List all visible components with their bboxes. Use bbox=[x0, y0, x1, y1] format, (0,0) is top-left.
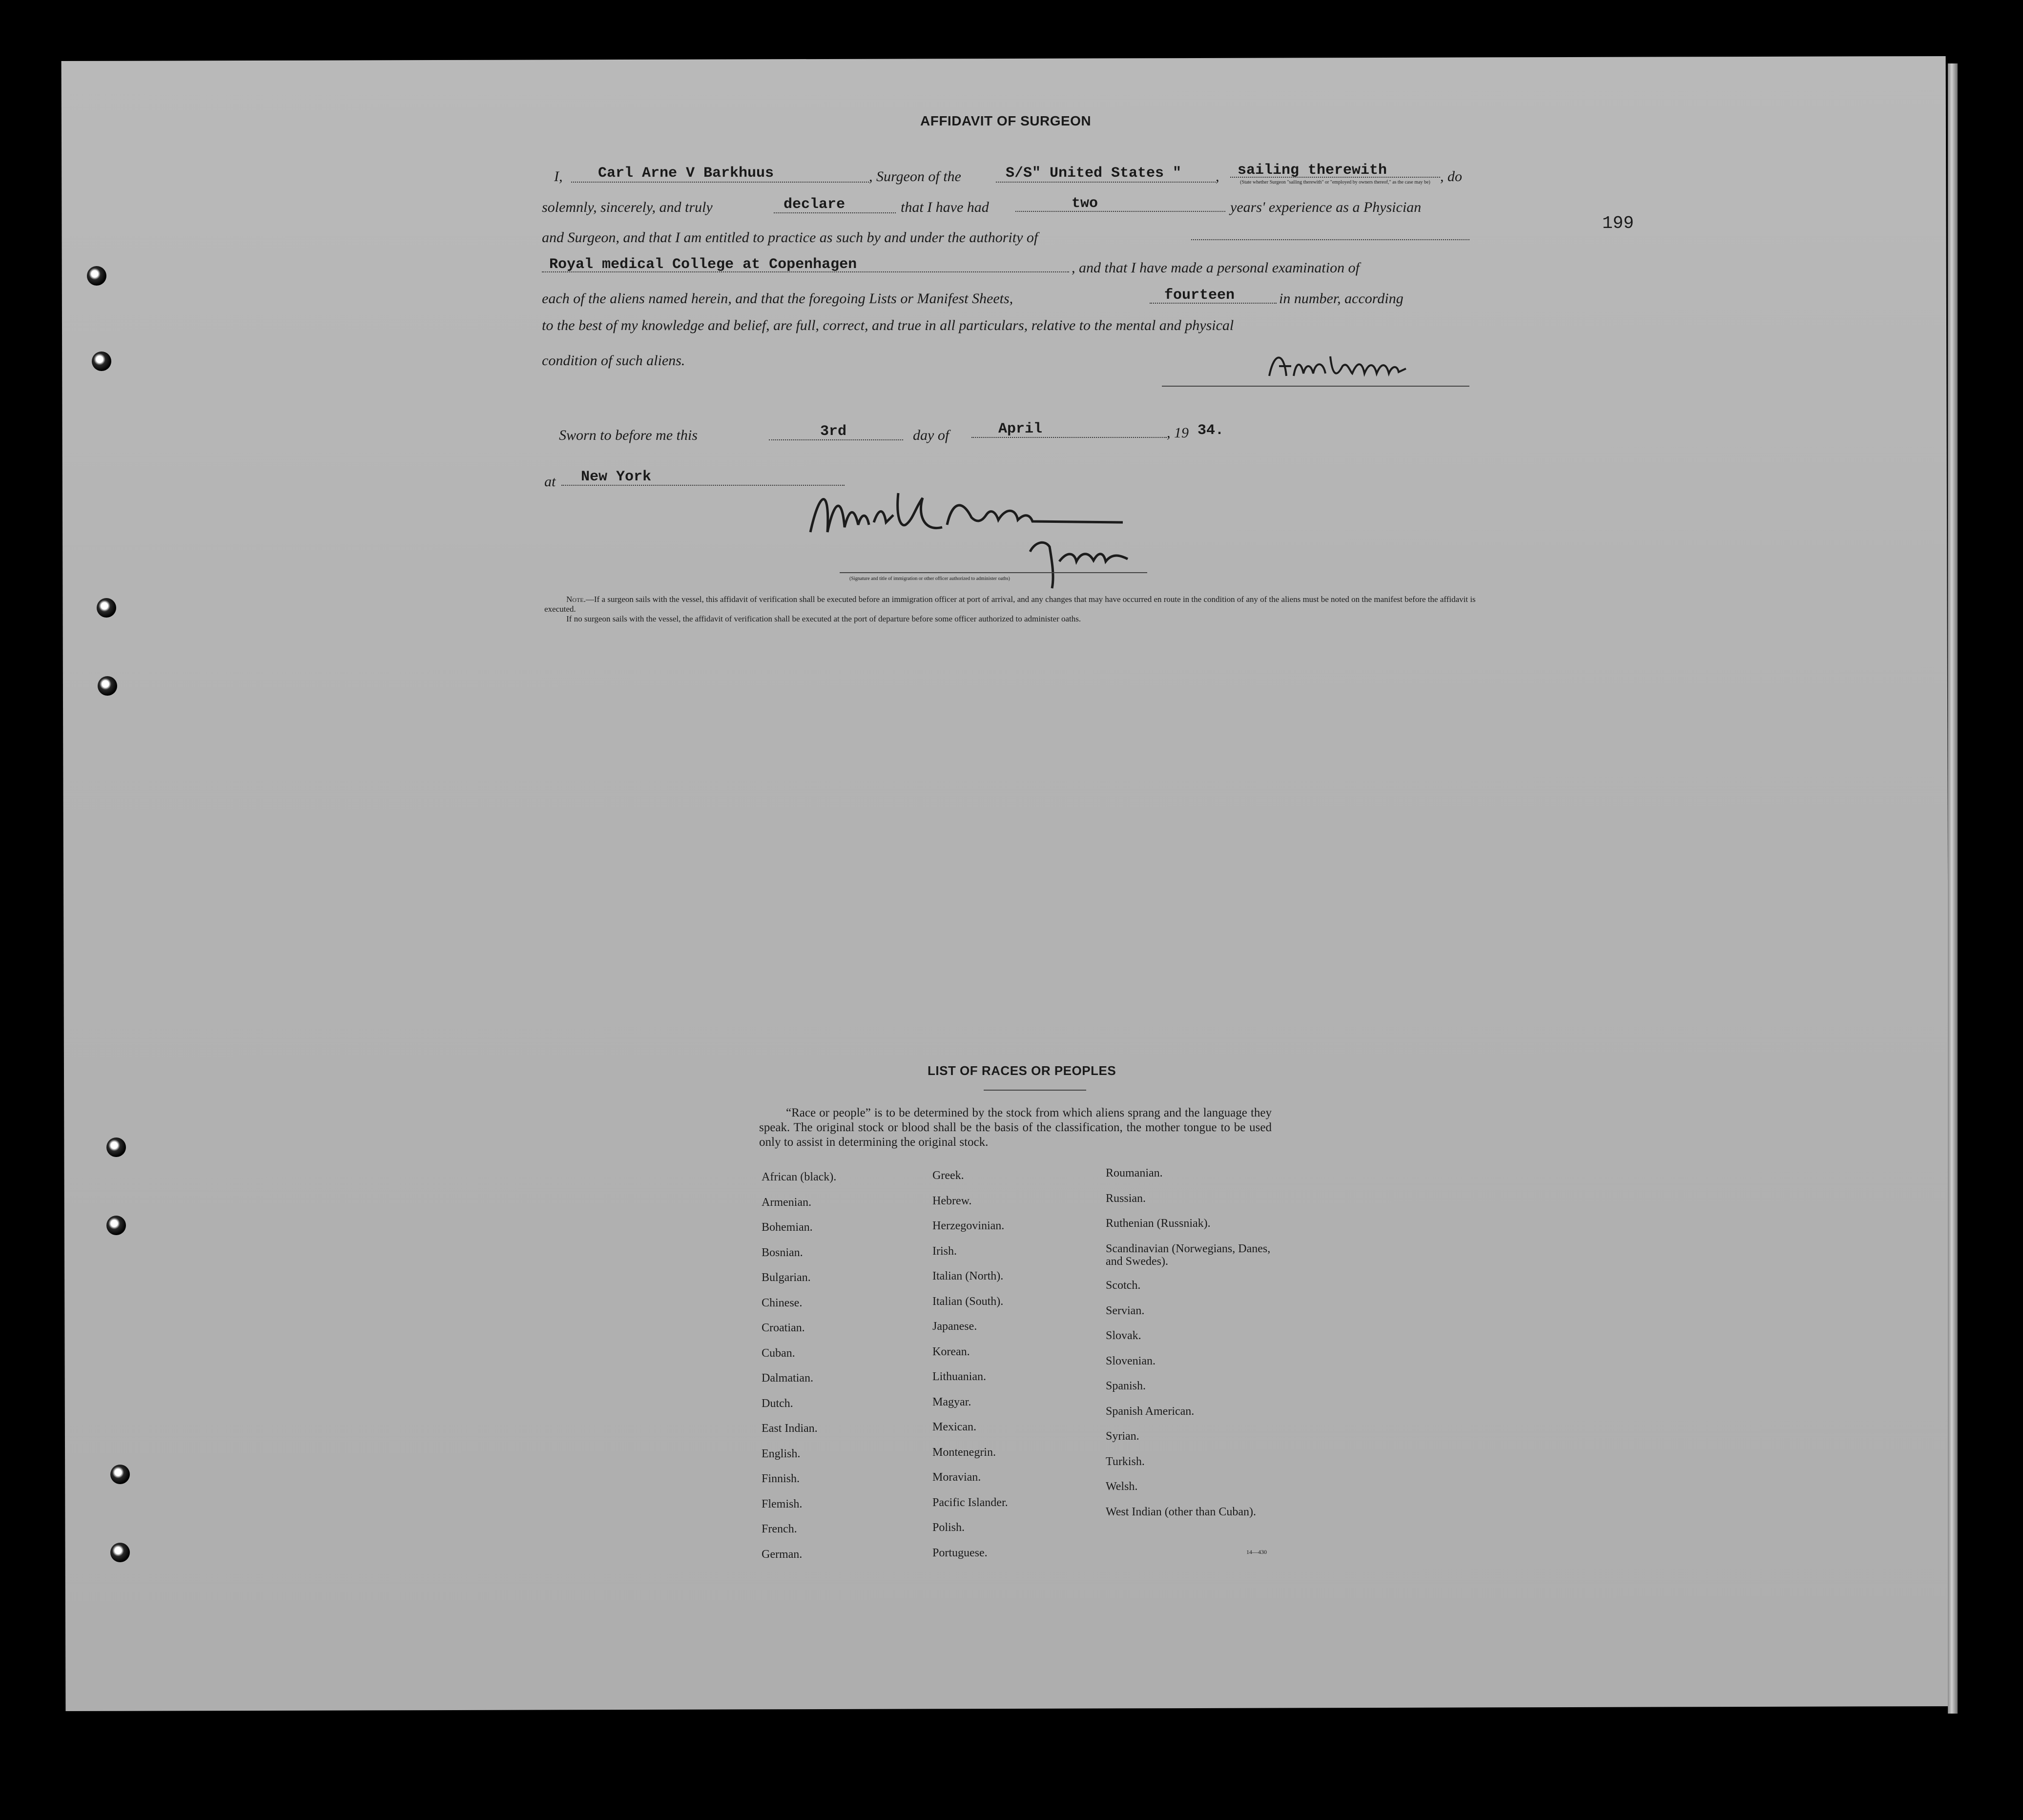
race-item: Hebrew. bbox=[932, 1194, 972, 1207]
race-item: Spanish American. bbox=[1106, 1405, 1195, 1418]
sheets-count-line bbox=[1150, 303, 1277, 304]
race-item: French. bbox=[762, 1523, 797, 1535]
years-experience: two bbox=[1072, 195, 1098, 212]
surgeon-signature-line bbox=[1162, 386, 1469, 387]
note-text-1: —If a surgeon sails with the vessel, this affidavit of verification shall be executed before an immigration officer at port of arrival, and any changes that may have occurred en route in the condition of any of the aliens must be noted on the manifest before the affidavit is executed. bbox=[544, 595, 1476, 614]
race-item: Korean. bbox=[932, 1345, 970, 1358]
race-item: Scotch. bbox=[1106, 1279, 1141, 1292]
race-item: Pacific Islander. bbox=[932, 1496, 1008, 1509]
line1-suffix: , do bbox=[1440, 168, 1462, 185]
line5-prefix: each of the aliens named herein, and that the foregoing Lists or Manifest Sheets, bbox=[542, 290, 1013, 307]
officer-signature-caption: (Signature and title of immigration or other officer authorized to administer oaths) bbox=[849, 576, 1010, 581]
race-item: Cuban. bbox=[762, 1346, 795, 1360]
line2-prefix: solemnly, sincerely, and truly bbox=[542, 199, 713, 215]
race-item: West Indian (other than Cuban). bbox=[1106, 1505, 1256, 1518]
surgeon-name-line bbox=[571, 182, 869, 183]
race-item: Welsh. bbox=[1106, 1480, 1138, 1493]
officer-signature bbox=[801, 478, 1142, 591]
race-item: Slovenian. bbox=[1106, 1354, 1156, 1367]
sworn-year-prefix: , 19 bbox=[1167, 425, 1189, 441]
race-item: Japanese. bbox=[932, 1320, 977, 1333]
sailing-status-line bbox=[1230, 177, 1440, 178]
race-item: Dutch. bbox=[762, 1397, 793, 1410]
race-item: Finnish. bbox=[762, 1472, 800, 1485]
sworn-day-line bbox=[769, 439, 903, 440]
race-item: Bulgarian. bbox=[762, 1271, 811, 1284]
binder-hole bbox=[110, 1465, 130, 1484]
sailing-status-note: (State whether Surgeon "sailing therewith" or "employed by owners thereof," as the case may be) bbox=[1240, 180, 1430, 185]
form-number: 14—430 bbox=[1246, 1549, 1267, 1555]
vessel-name-line bbox=[996, 182, 1216, 183]
line7: condition of such aliens. bbox=[542, 352, 685, 369]
page-edge bbox=[1948, 63, 1958, 1714]
race-item: Armenian. bbox=[762, 1196, 811, 1209]
sworn-month: April bbox=[998, 421, 1043, 437]
line1-prefix: I, bbox=[554, 168, 563, 185]
binder-hole bbox=[98, 676, 117, 696]
race-item: Mexican. bbox=[932, 1421, 976, 1433]
line2-mid: that I have had bbox=[901, 199, 989, 215]
line3: and Surgeon, and that I am entitled to practice as such by and under the authority of bbox=[542, 229, 1038, 246]
race-item: Italian (South). bbox=[932, 1295, 1004, 1308]
race-item: Slovak. bbox=[1106, 1329, 1141, 1342]
line2-suffix: years' experience as a Physician bbox=[1230, 199, 1422, 215]
race-item: Bohemian. bbox=[762, 1221, 813, 1234]
binder-hole bbox=[97, 598, 116, 618]
officer-signature-line bbox=[840, 572, 1147, 573]
sworn-day-of: day of bbox=[913, 427, 950, 443]
declaration-word: declare bbox=[784, 196, 846, 213]
race-item: Portuguese. bbox=[932, 1546, 988, 1559]
affidavit-title: AFFIDAVIT OF SURGEON bbox=[920, 113, 1092, 128]
race-item: Montenegrin. bbox=[932, 1446, 996, 1459]
sailing-status: sailing therewith bbox=[1238, 162, 1387, 179]
race-item: East Indian. bbox=[762, 1422, 818, 1435]
race-item: Chinese. bbox=[762, 1296, 803, 1309]
race-item: German. bbox=[762, 1548, 803, 1561]
race-item: Moravian. bbox=[932, 1471, 981, 1484]
line6: to the best of my knowledge and belief, are full, correct, and true in all particulars, relative to the mental and physical bbox=[542, 317, 1234, 333]
race-item: Syrian. bbox=[1106, 1430, 1139, 1443]
declaration-line bbox=[774, 212, 896, 213]
race-item: Polish. bbox=[932, 1521, 965, 1534]
affidavit-note bbox=[544, 595, 1477, 624]
binder-hole bbox=[87, 266, 106, 286]
binder-hole bbox=[106, 1216, 126, 1235]
surgeon-signature bbox=[1264, 342, 1411, 388]
race-item: Russian. bbox=[1106, 1192, 1146, 1205]
page-number: 199 bbox=[1602, 213, 1634, 233]
race-item: Herzegovinian. bbox=[932, 1220, 1005, 1232]
race-item: Magyar. bbox=[932, 1395, 971, 1408]
binder-hole bbox=[106, 1138, 126, 1157]
authority-line-top bbox=[1191, 239, 1469, 240]
surgeon-name: Carl Arne V Barkhuus bbox=[598, 165, 774, 182]
sworn-prefix: Sworn to before me this bbox=[559, 427, 698, 443]
sworn-month-line bbox=[971, 437, 1167, 438]
race-item: Ruthenian (Russniak). bbox=[1106, 1217, 1211, 1230]
sworn-place: New York bbox=[581, 469, 652, 485]
sworn-year-suffix: 34. bbox=[1197, 422, 1224, 439]
line5-suffix: in number, according bbox=[1279, 290, 1404, 307]
race-item: Flemish. bbox=[762, 1497, 803, 1510]
race-item: Scandinavian (Norwegians, Danes, and Swedes). bbox=[1106, 1242, 1271, 1268]
race-item: Croatian. bbox=[762, 1322, 805, 1334]
authority: Royal medical College at Copenhagen bbox=[549, 256, 857, 273]
line4-suffix: , and that I have made a personal examination of bbox=[1072, 260, 1360, 276]
race-item: Dalmatian. bbox=[762, 1372, 813, 1385]
authority-line bbox=[542, 271, 1069, 272]
race-item: Irish. bbox=[932, 1244, 957, 1258]
races-title: LIST OF RACES OR PEOPLES bbox=[928, 1063, 1116, 1078]
race-item: Servian. bbox=[1106, 1304, 1145, 1317]
race-item: Greek. bbox=[932, 1169, 964, 1182]
race-item: Bosnian. bbox=[762, 1246, 803, 1259]
line1-mid: , Surgeon of the bbox=[869, 168, 961, 185]
race-item: Roumanian. bbox=[1106, 1167, 1163, 1179]
race-item: Lithuanian. bbox=[932, 1370, 986, 1383]
races-intro: “Race or people” is to be determined by the stock from which aliens sprang and the language they speak. The original stock or blood shall be the basis of the classification, the mother tongue to be used only to assist in determining the original stock. bbox=[759, 1106, 1272, 1149]
race-item: Turkish. bbox=[1106, 1455, 1145, 1468]
at-label: at bbox=[544, 474, 556, 490]
race-item: Spanish. bbox=[1106, 1380, 1146, 1392]
years-line bbox=[1015, 211, 1225, 212]
note-text-2: If no surgeon sails with the vessel, the affidavit of verification shall be executed at the port of departure before some officer authorized to administer oaths. bbox=[566, 614, 1081, 623]
sheets-count: fourteen bbox=[1164, 287, 1235, 304]
binder-hole bbox=[92, 352, 111, 371]
race-item: Italian (North). bbox=[932, 1270, 1004, 1282]
race-item: English. bbox=[762, 1447, 801, 1460]
race-item: African (black). bbox=[762, 1171, 837, 1183]
races-title-rule bbox=[984, 1090, 1086, 1091]
comma: , bbox=[1216, 168, 1219, 185]
binder-hole bbox=[110, 1543, 130, 1562]
note-paragraph-1 bbox=[544, 595, 1477, 614]
sworn-day: 3rd bbox=[820, 423, 847, 440]
note-label: Note. bbox=[566, 595, 586, 604]
vessel-name: S/S" United States " bbox=[1006, 165, 1182, 182]
